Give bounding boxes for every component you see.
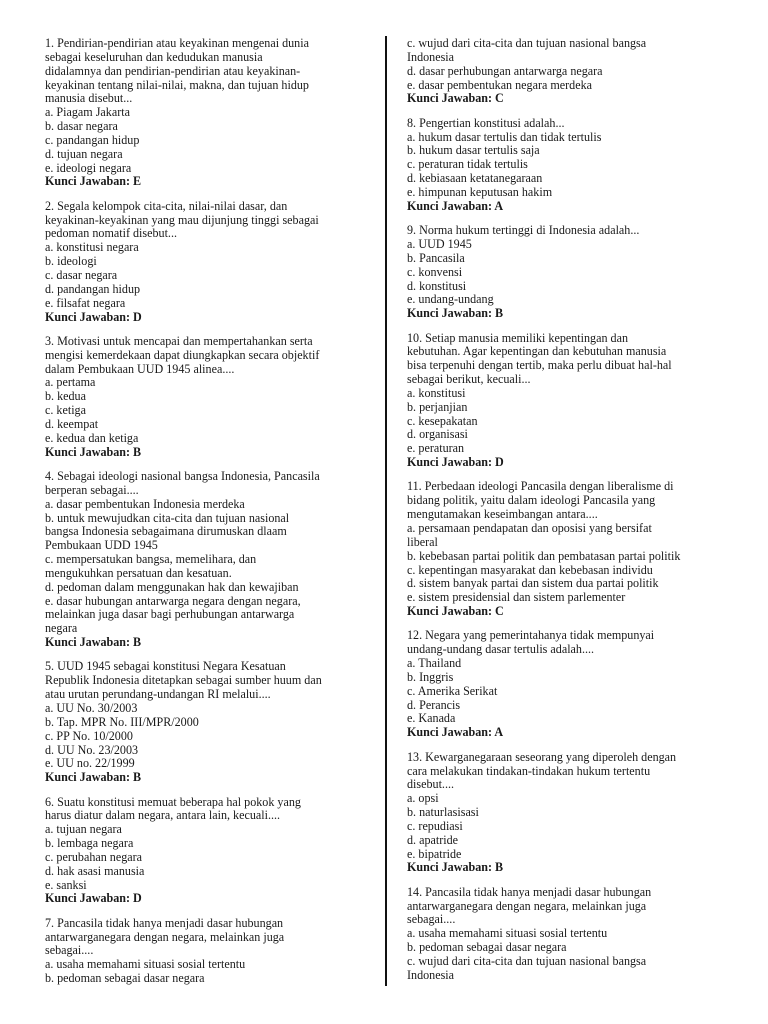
question-text: dalam Pembukaan UUD 1945 alinea....: [45, 361, 235, 376]
answer-key: Kunci Jawaban: B: [45, 444, 142, 459]
answer-option: e. UU no. 22/1999: [45, 756, 135, 771]
answer-option: a. UUD 1945: [407, 236, 472, 251]
answer-option: c. Amerika Serikat: [407, 683, 498, 698]
question-text: disebut....: [407, 777, 455, 792]
answer-option: e. bipatride: [407, 846, 462, 861]
answer-option: d. apatride: [407, 832, 459, 847]
answer-option: a. hukum dasar tertulis dan tidak tertulis: [407, 129, 602, 144]
question-text: 13. Kewarganegaraan seseorang yang diperoleh dengan: [407, 749, 677, 764]
answer-option: d. organisasi: [407, 427, 468, 442]
question-text: mengutamakan keseimbangan antara....: [407, 507, 598, 522]
answer-option: a. konstitusi: [407, 385, 466, 400]
answer-option: b. kebebasan partai politik dan pembatasan partai politik: [407, 548, 681, 563]
question-block: [45, 37, 373, 189]
question-block: [407, 629, 725, 740]
answer-option: c. wujud dari cita-cita dan tujuan nasional bangsa: [407, 953, 647, 968]
answer-option: a. persamaan pendapatan dan oposisi yang bersifat: [407, 521, 652, 535]
question-text: mengisi kemerdekaan dapat diungkapkan secara objektif: [45, 347, 320, 362]
answer-option: a. opsi: [407, 791, 439, 806]
question-text: sebagai....: [45, 943, 94, 958]
answer-option: c. dasar negara: [45, 268, 118, 282]
answer-option: bangsa Indonesia sebagaimana dirumuskan dlaam: [45, 524, 287, 539]
answer-option: c. peraturan tidak tertulis: [407, 157, 528, 172]
answer-option: d. sistem banyak partai dan sistem dua partai politik: [407, 576, 659, 591]
answer-option: d. UU No. 23/2003: [45, 742, 139, 757]
question-text: 11. Perbedaan ideologi Pancasila dengan liberalisme di: [407, 479, 674, 494]
answer-key: Kunci Jawaban: B: [407, 306, 504, 321]
question-block: [407, 332, 725, 470]
answer-key: Kunci Jawaban: B: [45, 770, 142, 785]
answer-option: liberal: [407, 534, 438, 549]
answer-option: e. sanksi: [45, 877, 87, 892]
question-block: [45, 917, 373, 986]
answer-option: b. pedoman sebagai dasar negara: [407, 940, 567, 955]
answer-option: c. repudiasi: [407, 818, 463, 833]
answer-option: c. PP No. 10/2000: [45, 728, 133, 743]
question-block: [45, 470, 373, 650]
question-text: berperan sebagai....: [45, 482, 139, 497]
answer-key: Kunci Jawaban: C: [407, 604, 504, 619]
answer-option: b. pedoman sebagai dasar negara: [45, 971, 205, 986]
answer-option: d. hak asasi manusia: [45, 863, 145, 878]
answer-option: d. konstitusi: [407, 278, 467, 293]
answer-option: e. himpunan keputusan hakim: [407, 184, 553, 199]
question-text: undang-undang dasar tertulis adalah....: [407, 642, 595, 657]
question-text: harus diatur dalam negara, antara lain, kecuali....: [45, 808, 281, 823]
answer-option: d. keempat: [45, 416, 99, 431]
answer-option: e. kedua dan ketiga: [45, 430, 139, 445]
answer-option: e. peraturan: [407, 441, 465, 456]
question-text: keyakinan tentang nilai-nilai, makna, dan tujuan hidup: [45, 77, 309, 92]
answer-key: Kunci Jawaban: D: [45, 309, 142, 324]
question-block: [407, 117, 725, 214]
question-text: bisa terpenuhi dengan tertib, maka perlu dibuat hal-hal: [407, 358, 672, 373]
answer-key: Kunci Jawaban: B: [45, 635, 142, 650]
answer-option: b. lembaga negara: [45, 836, 134, 851]
answer-option: d. pandangan hidup: [45, 281, 141, 296]
question-block: [407, 480, 725, 618]
question-text: didalamnya dan pendirian-pendirian atau keyakinan-: [45, 63, 301, 78]
question-text: 3. Motivasi untuk mencapai dan mempertahankan serta: [45, 333, 313, 348]
answer-option: b. hukum dasar tertulis saja: [407, 143, 540, 158]
question-text: antarwarganegara dengan negara, melainkan juga: [407, 898, 647, 913]
question-text: sebagai....: [407, 912, 456, 927]
answer-option: a. konstitusi negara: [45, 240, 139, 255]
answer-option: b. ideologi: [45, 254, 97, 269]
answer-key: Kunci Jawaban: D: [45, 891, 142, 906]
answer-key: Kunci Jawaban: A: [407, 198, 504, 213]
question-text: 4. Sebagai ideologi nasional bangsa Indonesia, Pancasila: [45, 468, 320, 483]
answer-option: a. usaha memahami situasi sosial tertentu: [45, 957, 246, 972]
answer-key: Kunci Jawaban: E: [45, 174, 142, 189]
question-text: 8. Pengertian konstitusi adalah...: [407, 115, 565, 130]
answer-option: Indonesia: [407, 49, 455, 64]
answer-option: e. Kanada: [407, 711, 456, 726]
question-block: [407, 886, 725, 983]
answer-option: d. dasar perhubungan antarwarga negara: [407, 63, 603, 78]
answer-option: negara: [45, 621, 78, 636]
question-text: bidang politik, yaitu dalam ideologi Pancasila yang: [407, 493, 656, 508]
answer-option: c. kepentingan masyarakat dan kebebasan individu: [407, 562, 653, 577]
answer-option: e. ideologi negara: [45, 160, 132, 175]
answer-option: b. Tap. MPR No. III/MPR/2000: [45, 714, 199, 729]
answer-option: e. dasar pembentukan negara merdeka: [407, 77, 593, 92]
question-text: 2. Segala kelompok cita-cita, nilai-nilai dasar, dan: [45, 198, 288, 213]
question-text: 6. Suatu konstitusi memuat beberapa hal pokok yang: [45, 794, 301, 809]
answer-option: mengukuhkan persatuan dan kesatuan.: [45, 565, 232, 580]
answer-option: d. Perancis: [407, 697, 461, 712]
answer-option: e. filsafat negara: [45, 295, 126, 310]
question-block: [45, 796, 373, 907]
answer-key: Kunci Jawaban: D: [407, 455, 504, 470]
answer-option: a. Thailand: [407, 656, 462, 671]
answer-option: c. mempersatukan bangsa, memelihara, dan: [45, 552, 257, 567]
question-text: sebagai keseluruhan dan kedudukan manusia: [45, 49, 263, 64]
question-text: 14. Pancasila tidak hanya menjadi dasar hubungan: [407, 884, 652, 899]
answer-option: a. Piagam Jakarta: [45, 105, 130, 120]
question-text: 9. Norma hukum tertinggi di Indonesia adalah...: [407, 223, 640, 238]
answer-option: Indonesia: [407, 967, 455, 982]
question-text: kebutuhan. Agar kepentingan dan kebutuhan manusia: [407, 344, 667, 359]
column-divider: [385, 36, 387, 986]
answer-option: d. kebiasaan ketatanegaraan: [407, 171, 543, 186]
answer-option: a. tujuan negara: [45, 822, 122, 837]
answer-key: Kunci Jawaban: B: [407, 860, 504, 875]
question-text: manusia disebut...: [45, 91, 133, 106]
answer-option: a. UU No. 30/2003: [45, 700, 138, 715]
answer-option: c. pandangan hidup: [45, 132, 140, 147]
answer-option: c. kesepakatan: [407, 413, 478, 428]
answer-option: d. pedoman dalam menggunakan hak dan kewajiban: [45, 579, 299, 594]
answer-option: Pembukaan UDD 1945: [45, 538, 158, 553]
answer-key: Kunci Jawaban: C: [407, 91, 504, 106]
question-text: cara melakukan tindakan-tindakan hukum tertentu: [407, 763, 651, 778]
question-block: [407, 751, 725, 876]
question-text: 5. UUD 1945 sebagai konstitusi Negara Kesatuan: [45, 659, 286, 674]
answer-option: b. kedua: [45, 389, 86, 404]
answer-option: a. pertama: [45, 375, 96, 390]
answer-option: b. perjanjian: [407, 399, 468, 414]
question-text: 1. Pendirian-pendirian atau keyakinan mengenai dunia: [45, 36, 309, 50]
question-text: pedoman nomatif disebut...: [45, 226, 177, 241]
answer-option: c. ketiga: [45, 403, 86, 418]
answer-option: c. wujud dari cita-cita dan tujuan nasional bangsa: [407, 36, 647, 50]
question-block: [45, 335, 373, 460]
question-text: keyakinan-keyakinan yang mau dijunjung tinggi sebagai: [45, 212, 319, 227]
answer-option: d. tujuan negara: [45, 146, 123, 161]
question-text: atau urutan perundang-undangan RI melalui....: [45, 687, 271, 702]
question-block: [407, 224, 725, 321]
left-column: [45, 37, 373, 997]
answer-option: b. Inggris: [407, 669, 454, 684]
question-block: [45, 200, 373, 325]
question-text: Republik Indonesia ditetapkan sebagai sumber huum dan: [45, 673, 322, 688]
answer-option: b. dasar negara: [45, 119, 118, 134]
answer-option: a. usaha memahami situasi sosial tertentu: [407, 926, 608, 941]
answer-option: melainkan juga dasar bagi perhubungan antarwarga: [45, 607, 295, 622]
answer-option: b. Pancasila: [407, 250, 465, 265]
answer-option: b. untuk mewujudkan cita-cita dan tujuan nasional: [45, 510, 290, 525]
question-block: [45, 660, 373, 785]
answer-option: c. konvensi: [407, 264, 463, 279]
answer-option: e. sistem presidensial dan sistem parlementer: [407, 590, 626, 605]
question-text: antarwarganegara dengan negara, melainkan juga: [45, 929, 285, 944]
question-text: 7. Pancasila tidak hanya menjadi dasar hubungan: [45, 915, 284, 930]
answer-option: a. dasar pembentukan Indonesia merdeka: [45, 496, 245, 511]
answer-option: e. dasar hubungan antarwarga negara dengan negara,: [45, 593, 301, 608]
question-text: 10. Setiap manusia memiliki kepentingan dan: [407, 330, 629, 345]
answer-option: e. undang-undang: [407, 292, 494, 307]
question-text: 12. Negara yang pemerintahanya tidak mempunyai: [407, 628, 655, 643]
answer-key: Kunci Jawaban: A: [407, 725, 504, 740]
answer-option: c. perubahan negara: [45, 849, 143, 864]
right-column: [407, 37, 725, 993]
question-text: sebagai berikut, kecuali...: [407, 372, 531, 387]
answer-option: b. naturlasisasi: [407, 805, 479, 820]
question-block: [407, 37, 725, 106]
